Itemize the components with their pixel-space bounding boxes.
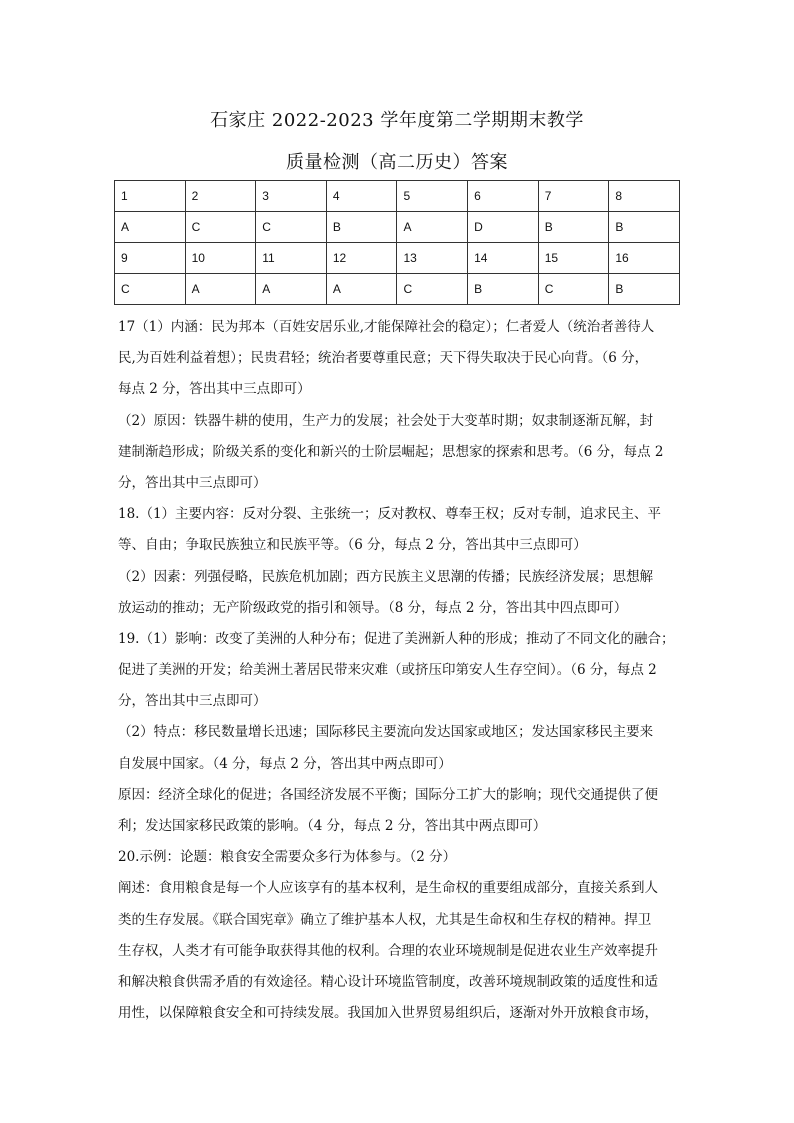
text-line: 17（1）内涵：民为邦本（百姓安居乐业,才能保障社会的稳定）；仁者爱人（统治者善待人 (118, 319, 655, 335)
text-line: （2）因素：列强侵略，民族危机加剧；西方民族主义思潮的传播；民族经济发展；思想解 (118, 568, 654, 585)
text-line: （2）原因：铁器牛耕的使用，生产力的发展；社会处于大变革时期；奴隶制逐渐瓦解，封 (118, 412, 654, 429)
answer-cell: A (185, 274, 256, 305)
question-number-cell: 16 (609, 243, 680, 274)
question-number-cell: 3 (256, 181, 327, 212)
answer-cell: A (256, 274, 327, 305)
answer-cell: B (468, 274, 539, 305)
text-line: 原因：经济全球化的促进；各国经济发展不平衡；国际分工扩大的影响；现代交通提供了便 (118, 786, 658, 803)
answer-cell: B (609, 212, 680, 243)
question-number-cell: 13 (397, 243, 468, 274)
question-number-row (115, 243, 680, 274)
text-line: 利；发达国家移民政策的影响。（4 分，每点 2 分，答出其中两点即可） (118, 818, 547, 834)
answer-cell: C (115, 274, 186, 305)
answer-cell: C (397, 274, 468, 305)
question-number-cell: 12 (326, 243, 397, 274)
answer-cell: A (115, 212, 186, 243)
answer-cell: A (326, 274, 397, 305)
answer-key-table (114, 180, 680, 305)
text-line: 和解决粮食供需矛盾的有效途径。精心设计环境监管制度，改善环境规制政策的适度性和适 (118, 973, 658, 990)
answer-cell: C (256, 212, 327, 243)
text-line: 类的生存发展。《联合国宪章》确立了维护基本人权，尤其是生命权和生存权的精神。捍卫 (118, 911, 652, 928)
question-number-cell: 11 (256, 243, 327, 274)
text-line: 放运动的推动；无产阶级政党的指引和领导。（8 分，每点 2 分，答出其中四点即可） (118, 599, 628, 616)
question-number-cell: 6 (468, 181, 539, 212)
text-line: （2）特点：移民数量增长迅速；国际移民主要流向发达国家或地区；发达国家移民主要来 (118, 724, 654, 741)
answer-cell: B (326, 212, 397, 243)
answer-cell: C (185, 212, 256, 243)
text-line: 分，答出其中三点即可） (118, 693, 267, 710)
answer-cell: C (538, 274, 609, 305)
answer-cell: B (609, 274, 680, 305)
question-number-cell: 5 (397, 181, 468, 212)
question-number-cell: 4 (326, 181, 397, 212)
question-number-cell: 2 (185, 181, 256, 212)
page-subtitle: 质量检测（高二历史）答案 (286, 152, 508, 173)
text-line: 建制渐趋形成；阶级关系的变化和新兴的士阶层崛起；思想家的探索和思考。（6 分，每点 2 (118, 443, 664, 460)
page-title: 石家庄 2022-2023 学年度第二学期期末教学 (210, 110, 584, 131)
text-line: 阐述：食用粮食是每一个人应该享有的基本权利，是生命权的重要组成部分，直接关系到人 (118, 880, 658, 897)
text-line: 18.（1）主要内容：反对分裂、主张统一；反对教权、尊奉王权；反对专制，追求民主、平 (118, 506, 662, 523)
question-number-cell: 9 (115, 243, 186, 274)
text-line: 等、自由；争取民族独立和民族平等。（6 分，每点 2 分，答出其中三点即可） (118, 537, 587, 554)
question-number-cell: 8 (609, 181, 680, 212)
answer-cell: A (397, 212, 468, 243)
question-number-cell: 15 (538, 243, 609, 274)
answer-row (115, 274, 680, 305)
text-line: 19.（1）影响：改变了美洲的人种分布；促进了美洲新人种的形成；推动了不同文化的融合； (118, 630, 675, 647)
text-line: 自发展中国家。（4 分，每点 2 分，答出其中两点即可） (118, 755, 452, 772)
question-number-cell: 14 (468, 243, 539, 274)
text-line: 分，答出其中三点即可） (118, 474, 267, 491)
question-number-row (115, 181, 680, 212)
answer-row (115, 212, 680, 243)
answer-cell: D (468, 212, 539, 243)
question-number-cell: 10 (185, 243, 256, 274)
text-line: 生存权，人类才有可能争取获得其他的权利。合理的农业环境规制是促进农业生产效率提升 (118, 942, 658, 959)
answer-cell: B (538, 212, 609, 243)
question-number-cell: 7 (538, 181, 609, 212)
answer-explanations (118, 312, 680, 1029)
text-line: 每点 2 分，答出其中三点即可） (118, 381, 311, 398)
text-line: 20.示例：论题：粮食安全需要众多行为体参与。（2 分） (118, 849, 457, 866)
text-line: 促进了美洲的开发；给美洲土著居民带来灾难（或挤压印第安人生存空间）。（6 分，每点 2 (118, 662, 657, 679)
text-line: 用性，以保障粮食安全和可持续发展。我国加入世界贸易组织后，逐渐对外开放粮食市场， (118, 1005, 658, 1022)
question-number-cell: 1 (115, 181, 186, 212)
text-line: 民,为百姓利益着想）；民贵君轻；统治者要尊重民意；天下得失取决于民心向背。（6 分， (118, 350, 649, 367)
